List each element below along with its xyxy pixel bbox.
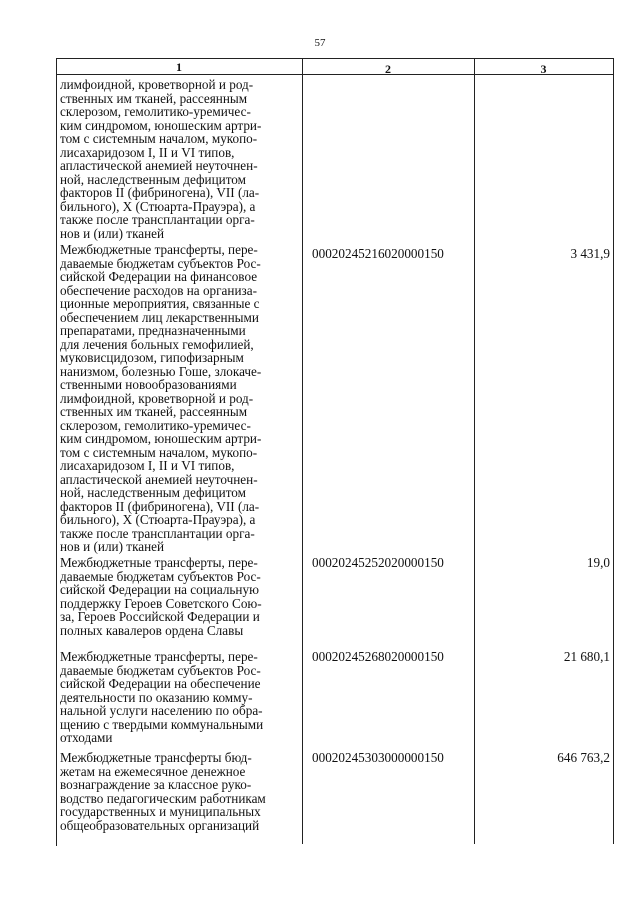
row-description: Межбюджетные трансферты бюд- жетам на ежемесячное денежное вознаграждение за классное руко- водство педагогическим работникам государственных и муниципальных общеобразовательных организаций: [60, 750, 266, 833]
row-description: Межбюджетные трансферты, пере- даваемые бюджетам субъектов Рос- сийской Федерации на социальную поддержку Героев Советского Сою- за, Героев Российской Федерации и полных кавалеров ордена Славы: [60, 555, 262, 638]
row-code: 00020245252020000150: [312, 555, 444, 570]
column-3-right-border: [613, 58, 614, 844]
row-code: 00020245268020000150: [312, 649, 444, 664]
column-header-2: 2: [385, 62, 391, 76]
column-header-1: 1: [176, 60, 182, 74]
row-description: Межбюджетные трансферты, пере- даваемые бюджетам субъектов Рос- сийской Федерации на финансовое обеспечение расходов на организа- ционные мероприятия, связанные с обеспечением лиц лекарственными препаратами, предназначенными для лечения больных гемофилией, муковисцидозом, гипофизарным нанизмом, болезнью Гоше, злокаче- ственными новообразованиями лимфоидной, кроветворной и род- ственных им тканей, рассеянным склерозом, гемолитико-уремичес- ким синдромом, юношеским артри- том с системным началом, мукопо- лисахаридозом I, II и VI типов, апластической анемией неуточнен- ной, наследственным дефицитом факторов II (фибриногена), VII (ла- бильного), X (Стюарта-Прауэра), а также после трансплантации орга- нов и (или) тканей: [60, 242, 262, 554]
page-number: 57: [314, 37, 326, 49]
row-description: лимфоидной, кроветворной и род- ственных им тканей, рассеянным склерозом, гемолитико-уремичес- ким синдромом, юношеским артри- том с системным началом, мукопо- лисахаридозом I, II и VI типов, апластической анемией неуточнен- ной, наследственным дефицитом факторов II (фибриногена), VII (ла- бильного), X (Стюарта-Прауэра), а также после трансплантации орга- нов и (или) тканей: [60, 77, 262, 241]
row-value: 646 763,2: [557, 750, 610, 765]
row-description: Межбюджетные трансферты, пере- даваемые бюджетам субъектов Рос- сийской Федерации на обеспечение деятельности по оказанию комму- нальной услуги населению по обра- щению с твердыми коммунальными отходами: [60, 649, 264, 745]
row-code: 00020245216020000150: [312, 246, 444, 261]
table-top-border: [56, 58, 614, 59]
row-value: 19,0: [586, 555, 610, 570]
budget-table: [56, 58, 614, 844]
column-1-left-border: [56, 58, 57, 846]
column-header-3: 3: [540, 62, 547, 76]
column-2-left-border: [302, 58, 303, 844]
row-value: 21 680,1: [563, 649, 610, 664]
column-3-left-border: [474, 58, 475, 844]
row-value: 3 431,9: [570, 246, 610, 261]
row-code: 00020245303000000150: [312, 750, 444, 765]
